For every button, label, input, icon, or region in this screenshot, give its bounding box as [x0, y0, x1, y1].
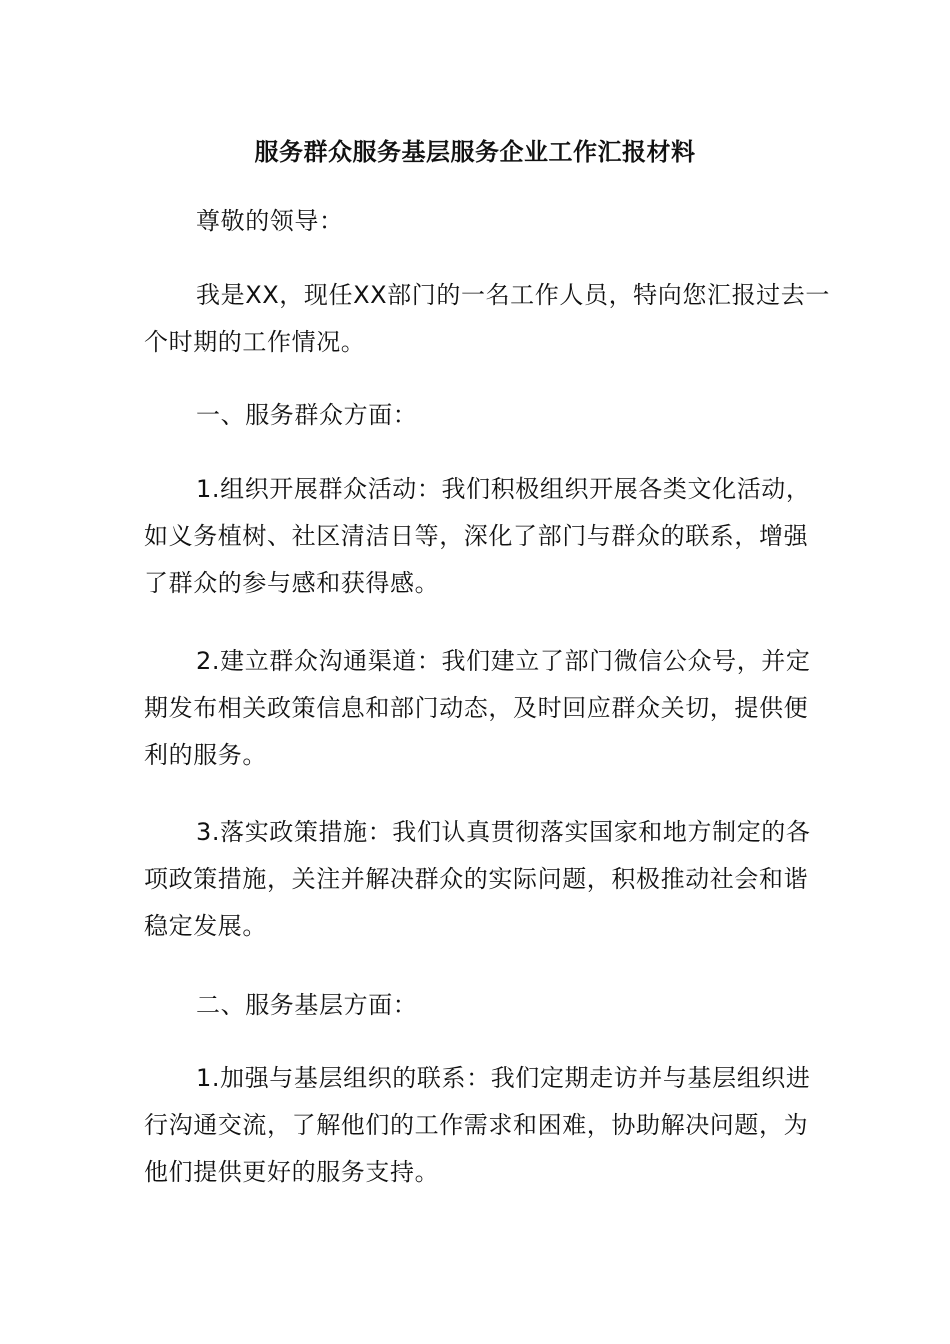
section-heading-1: 一、服务群众方面：: [196, 401, 418, 429]
intro-paragraph: 我是XX，现任XX部门的一名工作人员，特向您汇报过去一个时期的工作情况。: [144, 281, 830, 356]
section1-item-1: 1.组织开展群众活动：我们积极组织开展各类文化活动，如义务植树、社区清洁日等，深化了部门与群众的联系，增强了群众的参与感和获得感。: [144, 475, 811, 597]
document-title: 服务群众服务基层服务企业工作汇报材料: [254, 138, 696, 166]
greeting: 尊敬的领导：: [196, 207, 344, 235]
section1-item-2: 2.建立群众沟通渠道：我们建立了部门微信公众号，并定期发布相关政策信息和部门动态，及时回应群众关切，提供便利的服务。: [144, 647, 811, 769]
section2-item-1: 1.加强与基层组织的联系：我们定期走访并与基层组织进行沟通交流，了解他们的工作需求和困难，协助解决问题，为他们提供更好的服务支持。: [144, 1064, 811, 1186]
section-heading-2: 二、服务基层方面：: [196, 991, 418, 1019]
section1-item-3: 3.落实政策措施：我们认真贯彻落实国家和地方制定的各项政策措施，关注并解决群众的实际问题，积极推动社会和谐稳定发展。: [144, 818, 811, 940]
